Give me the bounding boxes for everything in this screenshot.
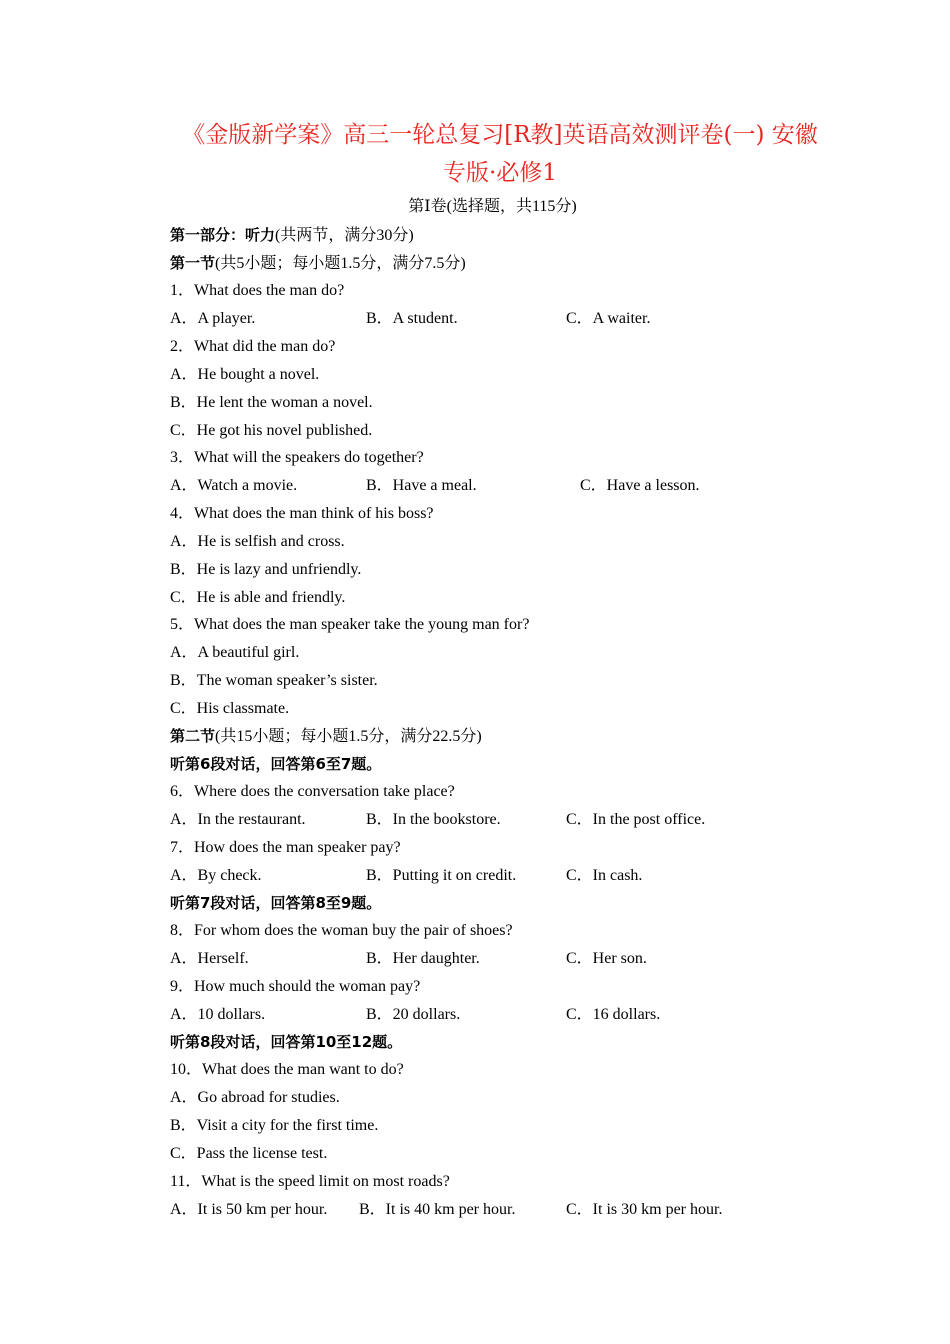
question-5: 5．What does the man speaker take the young man for? <box>170 616 530 633</box>
q11-option-c: C．It is 30 km per hour. <box>566 1201 723 1218</box>
question-2: 2．What did the man do? <box>170 338 336 355</box>
question-7: 7．How does the man speaker pay? <box>170 839 401 856</box>
q6-option-b: B．In the bookstore. <box>366 811 501 828</box>
q7-option-b: B．Putting it on credit. <box>366 867 517 884</box>
q4-option-a: A．He is selfish and cross. <box>170 533 345 550</box>
q10-option-b: B．Visit a city for the first time. <box>170 1117 379 1134</box>
q5-option-a: A．A beautiful girl. <box>170 644 300 661</box>
section2-heading-rest: (共15小题；每小题1.5分，满分22.5分) <box>215 728 482 745</box>
volume-subtitle: 第Ⅰ卷(选择题，共115分) <box>408 198 577 215</box>
q3-option-c: C．Have a lesson. <box>580 477 700 494</box>
question-8: 8．For whom does the woman buy the pair of shoes? <box>170 922 513 939</box>
q8-option-c: C．Her son. <box>566 950 647 967</box>
part1-heading-rest: (共两节，满分30分) <box>275 227 414 244</box>
question-4: 4．What does the man think of his boss? <box>170 505 434 522</box>
q11-option-a: A．It is 50 km per hour. <box>170 1201 328 1218</box>
q10-option-c: C．Pass the license test. <box>170 1145 328 1162</box>
q2-option-c: C．He got his novel published. <box>170 422 373 439</box>
q5-option-c: C．His classmate. <box>170 700 290 717</box>
dialog8-instruction: 听第8段对话，回答第10至12题。 <box>170 1033 403 1051</box>
dialog6-instruction: 听第6段对话，回答第6至7题。 <box>170 755 382 773</box>
question-1: 1．What does the man do? <box>170 282 345 299</box>
q9-option-a: A．10 dollars. <box>170 1006 266 1023</box>
part1-heading-bold: 第一部分：听力 <box>170 226 276 244</box>
document-title-line1: 《金版新学案》高三一轮总复习[R教]英语高效测评卷(一) 安徽 <box>182 122 818 148</box>
q6-option-c: C．In the post office. <box>566 811 706 828</box>
section2-heading <box>170 725 482 748</box>
question-11: 11．What is the speed limit on most roads? <box>170 1173 450 1190</box>
q1-option-c: C．A waiter. <box>566 310 651 327</box>
q10-option-a: A．Go abroad for studies. <box>170 1089 340 1106</box>
part1-heading <box>170 224 414 247</box>
q8-option-a: A．Herself. <box>170 950 249 967</box>
q4-option-c: C．He is able and friendly. <box>170 589 346 606</box>
section1-heading <box>170 252 466 275</box>
q2-option-a: A．He bought a novel. <box>170 366 320 383</box>
document-title-line2: 专版·必修1 <box>443 160 557 186</box>
q8-option-b: B．Her daughter. <box>366 950 480 967</box>
q5-option-b: B．The woman speaker’s sister. <box>170 672 378 689</box>
section1-heading-rest: (共5小题；每小题1.5分，满分7.5分) <box>215 255 466 272</box>
q3-option-b: B．Have a meal. <box>366 477 477 494</box>
q9-option-c: C．16 dollars. <box>566 1006 661 1023</box>
q1-option-b: B．A student. <box>366 310 458 327</box>
dialog7-instruction: 听第7段对话，回答第8至9题。 <box>170 894 382 912</box>
q4-option-b: B．He is lazy and unfriendly. <box>170 561 362 578</box>
q2-option-b: B．He lent the woman a novel. <box>170 394 373 411</box>
q6-option-a: A．In the restaurant. <box>170 811 306 828</box>
q7-option-a: A．By check. <box>170 867 262 884</box>
q9-option-b: B．20 dollars. <box>366 1006 461 1023</box>
question-10: 10．What does the man want to do? <box>170 1061 404 1078</box>
q3-option-a: A．Watch a movie. <box>170 477 298 494</box>
question-3: 3．What will the speakers do together? <box>170 449 424 466</box>
section1-heading-bold: 第一节 <box>170 254 216 272</box>
section2-heading-bold: 第二节 <box>170 727 216 745</box>
q11-option-b: B．It is 40 km per hour. <box>359 1201 516 1218</box>
q7-option-c: C．In cash. <box>566 867 643 884</box>
question-6: 6．Where does the conversation take place? <box>170 783 455 800</box>
q1-option-a: A．A player. <box>170 310 256 327</box>
question-9: 9．How much should the woman pay? <box>170 978 421 995</box>
